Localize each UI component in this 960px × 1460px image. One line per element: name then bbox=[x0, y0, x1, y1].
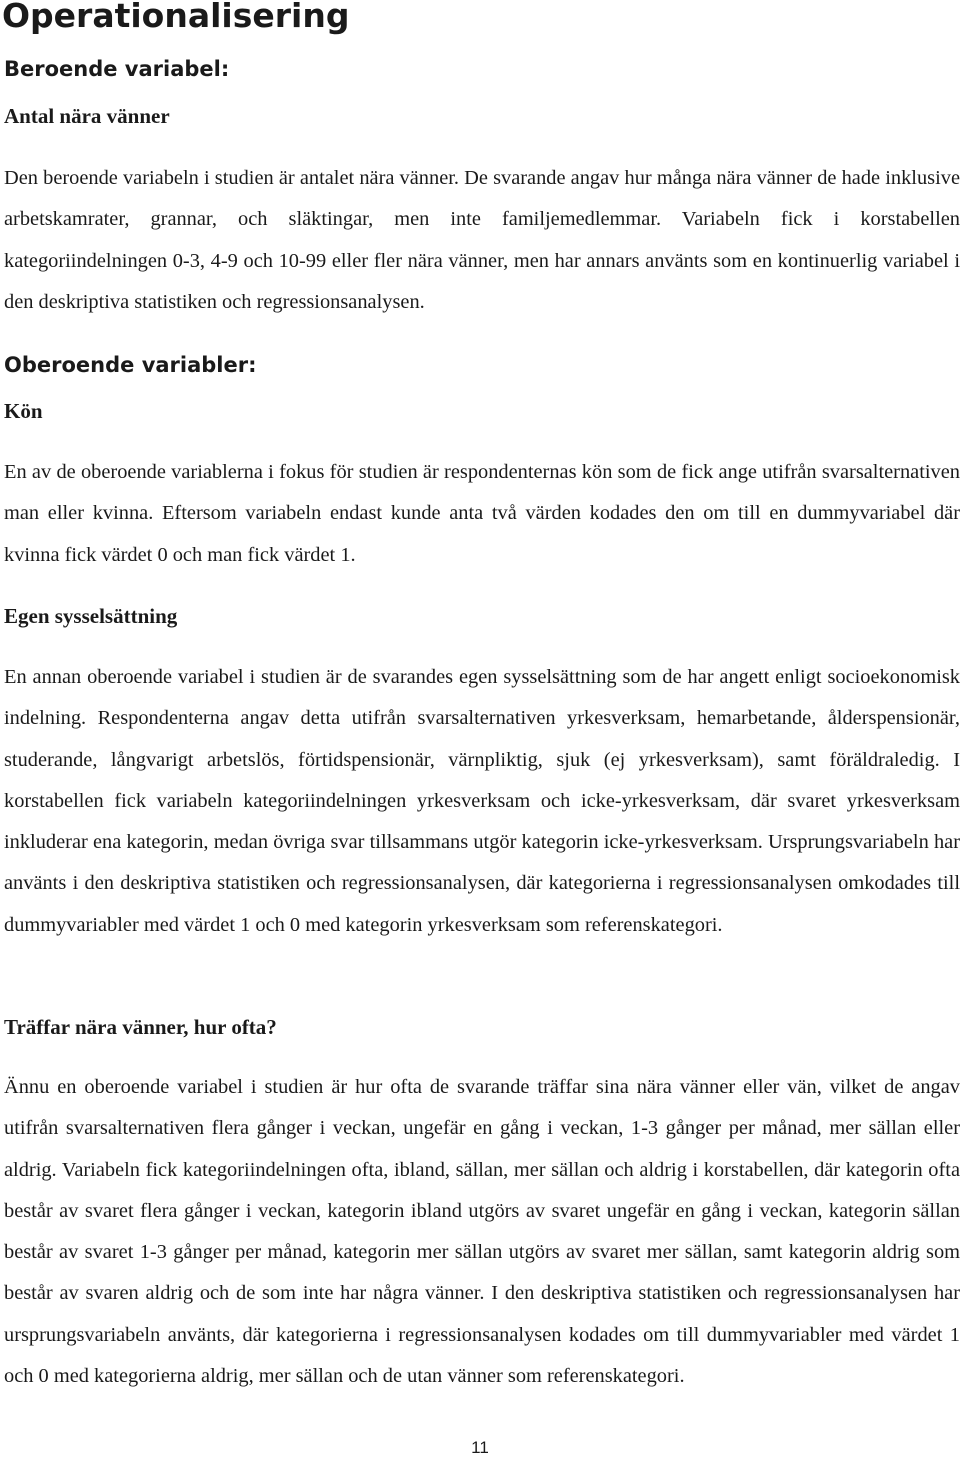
gender-subheading: Kön bbox=[4, 399, 43, 423]
employment-subheading: Egen sysselsättning bbox=[4, 604, 178, 628]
dependent-variable-heading: Beroende variabel: bbox=[4, 57, 230, 81]
gender-paragraph: En av de oberoende variablerna i fokus för studien är respondenternas kön som de fick ange utifrån svarsalternativen man eller kvinna. Eftersom variabeln endast kunde anta två värden kodades den om till en dummyvariabel där kvinna fick värdet 0 och man fick värdet 1. bbox=[4, 461, 960, 566]
page-number: 11 bbox=[471, 1438, 489, 1457]
independent-variables-heading: Oberoende variabler: bbox=[4, 353, 257, 377]
dependent-variable-subheading: Antal nära vänner bbox=[4, 104, 170, 128]
dependent-variable-paragraph: Den beroende variabeln i studien är antalet nära vänner. De svarande angav hur många nära vänner de hade inklusive arbetskamrater, grannar, och släktingar, men inte familjemedlemmar. Variabeln fick i korstabellen kategoriindelningen 0-3, 4-9 och 10-99 eller fler nära vänner, men har annars använts som en kontinuerlig variabel i den deskriptiva statistiken och regressionsanalysen. bbox=[4, 167, 960, 313]
meeting-friends-subheading: Träffar nära vänner, hur ofta? bbox=[4, 1015, 277, 1039]
page-title: Operationalisering bbox=[2, 0, 350, 35]
employment-paragraph: En annan oberoende variabel i studien är de svarandes egen sysselsättning som de har angett enligt socioekonomisk indelning. Respondenterna angav detta utifrån svarsalternativen yrkesverksam, hemarbetande, ålderspensionär, studerande, långvarigt arbetslös, förtidspensionär, värnpliktig, sjuk (ej yrkesverksam), samt föräldraledig. I korstabellen fick variabeln kategoriindelningen yrkesverksam och icke-yrkesverksam, där svaret yrkesverksam inkluderar ena kategorin, medan övriga svar tillsammans utgör kategorin icke-yrkesverksam. Ursprungsvariabeln har använts i den deskriptiva statistiken och regressionsanalysen, där kategorierna i regressionsanalysen omkodades till dummyvariabler med värdet 1 och 0 med kategorin yrkesverksam som referenskategori. bbox=[4, 666, 960, 936]
meeting-friends-paragraph: Ännu en oberoende variabel i studien är hur ofta de svarande träffar sina nära vänner eller vän, vilket de angav utifrån svarsalternativen flera gånger i veckan, ungefär en gång i veckan, 1-3 gånger per månad, mer sällan eller aldrig. Variabeln fick kategoriindelningen ofta, ibland, sällan, mer sällan och aldrig i korstabellen, där kategorin ofta består av svaret flera gånger i veckan, kategorin ibland utgörs av svaret ungefär en gång i veckan, kategorin sällan består av svaret 1-3 gånger per månad, kategorin mer sällan utgörs av svaret mer sällan, samt kategorin aldrig som består av svaren aldrig och de som inte har några vänner. I den deskriptiva statistiken och regressionsanalysen har ursprungsvariabeln använts, där kategorierna i regressionsanalysen kodades om till dummyvariabler med värdet 1 och 0 med kategorierna aldrig, mer sällan och de utan vänner som referenskategori. bbox=[4, 1076, 960, 1388]
